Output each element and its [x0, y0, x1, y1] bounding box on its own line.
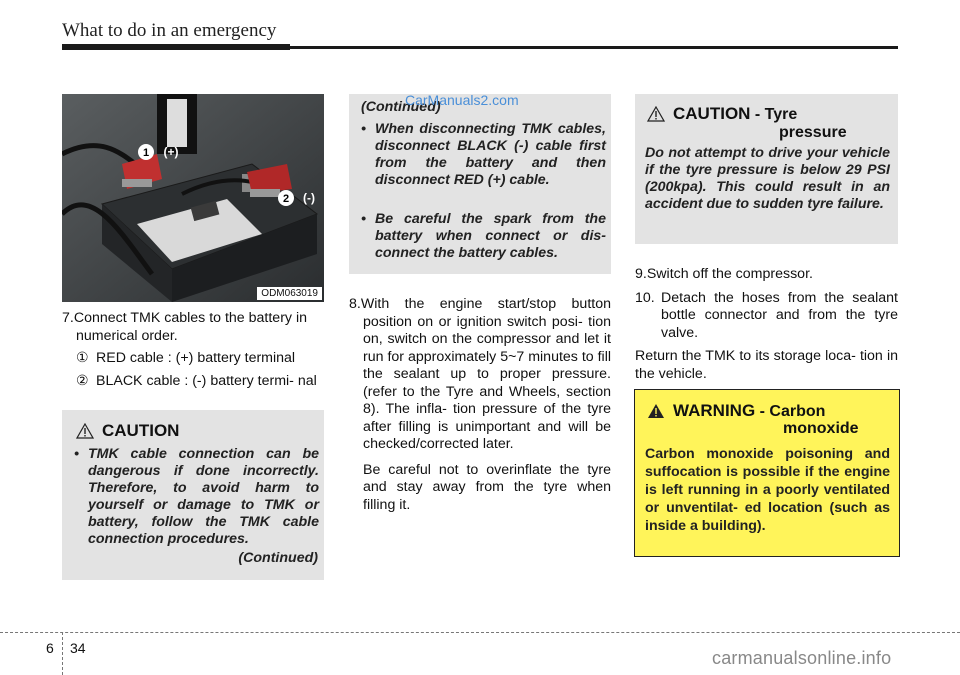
footer-section: 6: [46, 640, 54, 656]
caution2-subheading-1: - Tyre: [754, 106, 798, 123]
list-item-2: [62, 373, 324, 391]
caution-triangle-icon: [76, 423, 94, 439]
caution-continued: (Continued): [238, 550, 318, 566]
caution-triangle-icon: [647, 106, 665, 122]
list-num-1: ①: [76, 350, 89, 366]
caution-heading: CAUTION: [102, 421, 180, 440]
caution2-heading: CAUTION: [673, 104, 751, 123]
step-8: 8.With the engine start/stop button position on or ignition switch posi- tion on, switch on the compressor and let it run for approximately 5~7 minutes to fill the sealant up to proper pressure. (refer to the Tyre and Wheels, section 8). The infla- tion pressure of the tyre after filling is unimportant and will be checked/corrected later.: [349, 296, 612, 452]
step-10-text: Detach the hoses from the sealant bottle connector and from the tyre valve.: [661, 289, 898, 341]
photo-label-1-sign: (+): [163, 145, 179, 159]
caution-text: TMK cable connection can be dangerous if done incorrectly. Therefore, to avoid harm to yourself or damage to TMK or battery, follow the TMK cable connection procedures.: [88, 446, 319, 547]
watermark-top: CarManuals2.com: [405, 92, 519, 108]
warning-subheading-2: monoxide: [783, 420, 859, 437]
caution-cont-text-1: When disconnecting TMK cables, disconnect BLACK (-) cable first from the battery and then disconnect RED (+) cable.: [375, 121, 606, 188]
step-8-block: [349, 296, 611, 514]
photo-label-2: 2: [282, 193, 290, 205]
footer-divider: [62, 632, 63, 675]
step-10: [635, 290, 898, 343]
list-text-1: RED cable : (+) battery terminal: [96, 350, 296, 366]
step-9-10-block: [635, 266, 898, 383]
battery-illustration: [62, 94, 324, 302]
battery-photo: [62, 94, 324, 302]
warning-triangle-icon: [647, 403, 665, 419]
caution-bullet: [74, 446, 319, 548]
list-text-2: BLACK cable : (-) battery termi- nal: [96, 372, 317, 389]
list-item-1: [62, 350, 324, 368]
footer-rule: [0, 632, 960, 633]
header-rule-accent: [62, 44, 290, 50]
caution-continued-heading: (Continued): [361, 99, 441, 115]
photo-label-1: 1: [142, 147, 150, 159]
caution-box-tmk: [62, 410, 324, 580]
caution2-subheading-2: pressure: [779, 124, 847, 141]
return-note: Return the TMK to its storage loca- tion in the vehicle.: [635, 348, 898, 382]
caution-cont-bullet-2: • Be careful the spark from the battery when connect or dis- connect the battery cables.: [361, 211, 606, 261]
warning-text: Carbon monoxide poisoning and suffocation is possible if the engine is left running in a poorly ventilated or unventilat- ed location (such as inside a building).: [645, 446, 890, 534]
warning-heading: WARNING: [673, 401, 756, 420]
caution-cont-text-2: Be careful the spark from the battery when connect or dis- connect the battery cables.: [375, 211, 606, 261]
watermark-bottom: carmanualsonline.info: [712, 648, 892, 668]
page-header-title: What to do in an emergency: [62, 20, 277, 41]
warning-box-carbon-monoxide: [634, 389, 900, 557]
list-num-2: ②: [76, 372, 89, 389]
caution2-text: Do not attempt to drive your vehicle if the tyre pressure is below 29 PSI (200kpa). This could result in an accident due to sudden tyre failure.: [645, 145, 890, 212]
warning-subheading-1: - Carbon: [759, 403, 826, 420]
step-7-block: [62, 310, 324, 390]
caution-box-continued: [349, 94, 611, 274]
bullet-marker: •: [74, 446, 79, 462]
step-9: 9.Switch off the compressor.: [635, 266, 813, 282]
photo-code: ODM063019: [257, 287, 322, 300]
caution-heading-row: [76, 421, 179, 441]
step-7: 7.Connect TMK cables to the battery in numerical order.: [62, 310, 307, 344]
warning-heading-row: [647, 401, 859, 437]
step-10-num: 10.: [635, 289, 655, 306]
caution2-heading-row: [647, 104, 847, 142]
photo-label-2-sign: (-): [303, 191, 315, 205]
caution-cont-bullet-1: • When disconnecting TMK cables, disconnect BLACK (-) cable first from the battery and then disconnect RED (+) cable.: [361, 121, 606, 188]
footer-page: 34: [70, 640, 86, 656]
caution-box-tyre-pressure: [635, 94, 898, 244]
step-8b: Be careful not to overinflate the tyre and stay away from the tyre when filling it.: [363, 461, 611, 513]
